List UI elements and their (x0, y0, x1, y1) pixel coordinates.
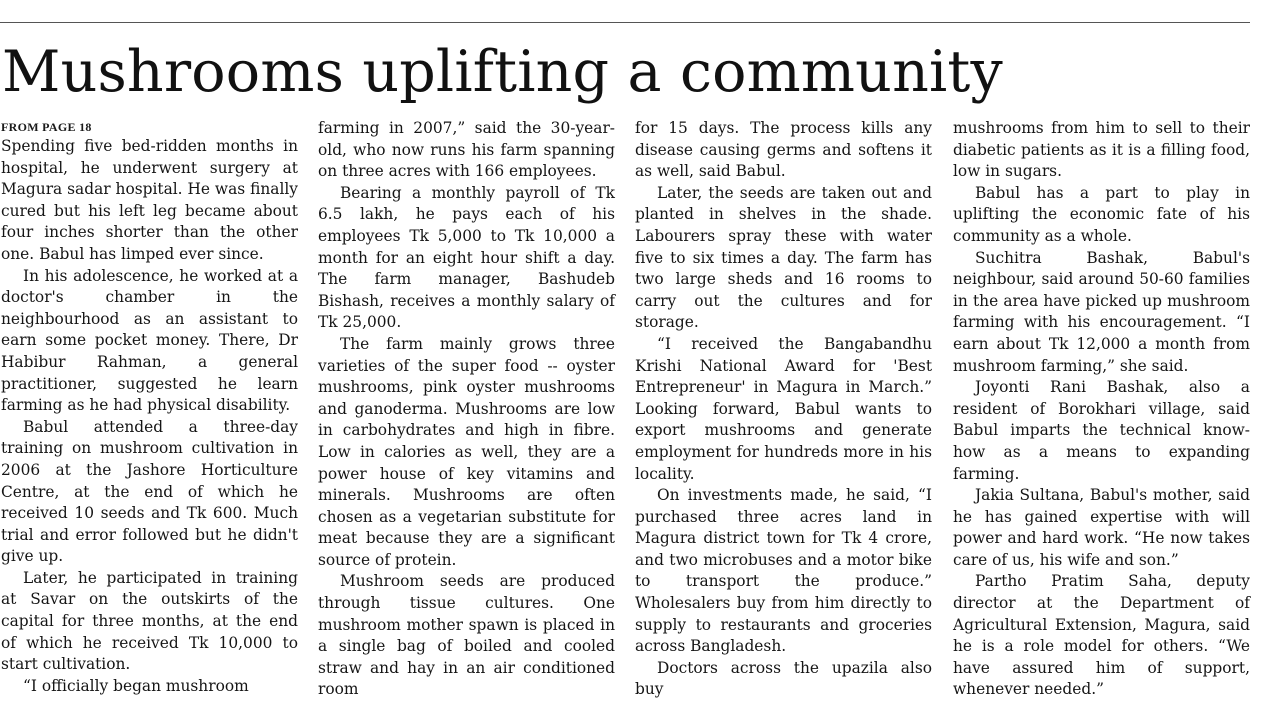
article-paragraph: mushrooms from him to sell to their diabetic patients as it is a filling food, low in sugars. (953, 119, 1250, 181)
article-paragraph: “I officially began mushroom (23, 676, 249, 695)
article-paragraph: Joyonti Rani Bashak, also a resident of Borokhari village, said Babul imparts the technical know-how as a means to expanding farming. (953, 378, 1250, 483)
article-paragraph: farming in 2007,” said the 30-year-old, who now runs his farm spanning on three acres with 166 employees. (318, 119, 615, 181)
article-paragraph: Jakia Sultana, Babul's mother, said he has gained expertise with will power and hard work. “He now takes care of us, his wife and son.” (953, 486, 1250, 569)
article-column-4 (953, 118, 1250, 699)
article-headline: Mushrooms uplifting a community (2, 39, 1003, 105)
article-paragraph: In his adolescence, he worked at a doctor's chamber in the neighbourhood as an assistant to earn some pocket money. There, Dr Habibur Rahman, a general practitioner, suggested he learn farming as he had physical disability. (1, 266, 298, 415)
article-paragraph: Later, he participated in training at Savar on the outskirts of the capital for three months, at the end of which he received Tk 10,000 to start cultivation. (1, 568, 298, 674)
article-paragraph: Partho Pratim Saha, deputy director at the Department of Agricultural Extension, Magura, said he is a role model for others. “We have assured him of support, whenever needed.” (953, 572, 1250, 699)
article-paragraph: Later, the seeds are taken out and planted in shelves in the shade. Labourers spray these with water five to six times a day. The farm has two large sheds and 16 rooms to carry out the cultures and for storage. (635, 183, 932, 332)
article-paragraph: Doctors across the upazila also buy (635, 658, 932, 699)
continuation-kicker: FROM PAGE 18 (1, 120, 92, 134)
article-paragraph: “I received the Bangabandhu Krishi National Award for 'Best Entrepreneur' in Magura in March.” Looking forward, Babul wants to export mushrooms and generate employment for hundreds more in his locality. (635, 334, 932, 483)
article-paragraph: The farm mainly grows three varieties of the super food -- oyster mushrooms, pink oyster mushrooms and ganoderma. Mushrooms are low in carbohydrates and high in fibre. Low in calories as well, they are a power house of key vitamins and minerals. Mushrooms are often chosen as a vegetarian substitute for meat because they are a significant source of protein. (318, 334, 615, 569)
article-column-3 (635, 118, 932, 699)
previous-article-cut-off-text (0, 0, 1250, 6)
article-paragraph: On investments made, he said, “I purchased three acres land in Magura district town for Tk 4 crore, and two microbuses and a motor bike to transport the produce.” Wholesalers buy from him directly to supply to restaurants and groceries across Bangladesh. (635, 486, 932, 656)
article-paragraph: Mushroom seeds are produced through tissue cultures. One mushroom mother spawn is placed in a single bag of boiled and cooled straw and hay in an air conditioned room (318, 572, 615, 699)
article-column-1 (1, 118, 298, 695)
article-paragraph: Babul has a part to play in uplifting the economic fate of his community as a whole. (953, 183, 1250, 245)
article-paragraph: Bearing a monthly payroll of Tk 6.5 lakh, he pays each of his employees Tk 5,000 to Tk 10,000 a month for an eight hour shift a day. The farm manager, Bashudeb Bishash, receives a monthly salary of Tk 25,000. (318, 183, 615, 332)
article-paragraph: Spending five bed-ridden months in hospital, he underwent surgery at Magura sadar hospital. He was finally cured but his left leg became about four inches shorter than the other one. Babul has limped ever since. (1, 137, 298, 263)
article-column-2 (318, 118, 615, 699)
article-paragraph: Suchitra Bashak, Babul's neighbour, said around 50-60 families in the area have picked up mushroom farming with his encouragement. “I earn about Tk 12,000 a month from mushroom farming,” she said. (953, 248, 1250, 375)
article-paragraph: Babul attended a three-day training on mushroom cultivation in 2006 at the Jashore Horticulture Centre, at the end of which he received 10 seeds and Tk 600. Much trial and error followed but he didn't give up. (1, 417, 298, 566)
article-paragraph: for 15 days. The process kills any disease causing germs and softens it as well, said Babul. (635, 119, 932, 181)
top-divider-rule (0, 22, 1250, 23)
